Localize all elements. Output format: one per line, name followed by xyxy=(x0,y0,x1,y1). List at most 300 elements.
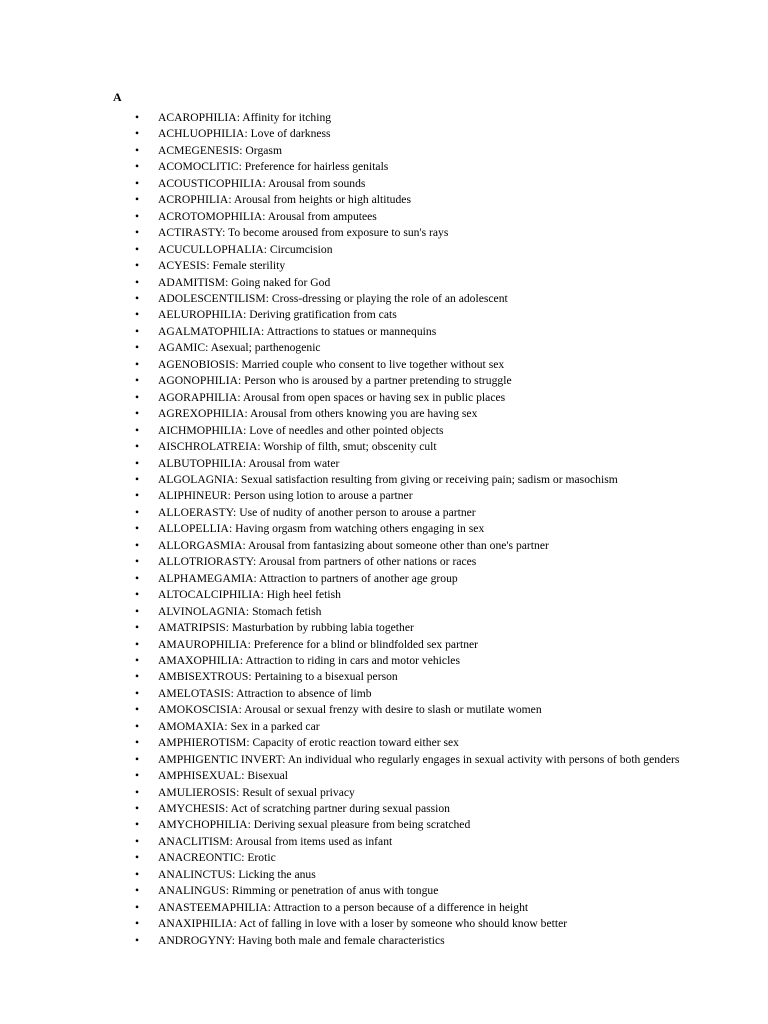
bullet-icon: • xyxy=(135,604,140,618)
bullet-icon: • xyxy=(135,555,140,569)
bullet-icon: • xyxy=(135,719,140,733)
glossary-definition: Masturbation by rubbing labia together xyxy=(231,621,414,635)
bullet-icon: • xyxy=(135,653,140,667)
glossary-entry xyxy=(113,538,713,554)
glossary-definition: Having orgasm from watching others engaging in sex xyxy=(235,522,485,536)
bullet-icon: • xyxy=(135,341,140,355)
glossary-term: ALTOCALCIPHILIA xyxy=(158,588,261,602)
glossary-definition: Worship of filth, smut; obscenity cult xyxy=(263,440,437,454)
bullet-icon: • xyxy=(135,933,140,947)
glossary-term: ACAROPHILIA xyxy=(158,111,237,124)
glossary-entry-text xyxy=(158,703,542,716)
glossary-separator: : xyxy=(224,719,231,733)
section-heading-a: A xyxy=(113,90,122,104)
bullet-icon: • xyxy=(135,802,140,816)
glossary-separator: : xyxy=(236,111,243,124)
glossary-term: ACROPHILIA xyxy=(158,193,229,207)
bullet-icon: • xyxy=(135,160,140,174)
glossary-separator: : xyxy=(225,275,232,289)
glossary-term: ALLORGASMIA xyxy=(158,538,243,552)
glossary-entry xyxy=(113,785,713,801)
glossary-separator: : xyxy=(228,193,234,207)
glossary-entry-text xyxy=(158,243,333,256)
glossary-entry-text xyxy=(158,934,445,947)
glossary-term: ACUCULLOPHALIA xyxy=(158,242,264,256)
bullet-icon: • xyxy=(135,259,140,273)
glossary-entry xyxy=(113,439,713,455)
glossary-definition: Cross-dressing or playing the role of an adolescent xyxy=(271,291,508,305)
glossary-entry xyxy=(113,176,713,192)
glossary-term: AMAUROPHILIA xyxy=(158,637,248,651)
glossary-separator: : xyxy=(253,571,259,585)
glossary-definition: Deriving sexual pleasure from being scratched xyxy=(253,818,471,832)
glossary-definition: An individual who regularly engages in sexual activity with persons of both genders xyxy=(287,752,680,766)
glossary-term: AMOMAXIA xyxy=(158,719,225,733)
glossary-entry-text xyxy=(158,835,392,848)
bullet-icon: • xyxy=(135,670,140,684)
glossary-term: ACOUSTICOPHILIA xyxy=(158,176,263,190)
glossary-separator: : xyxy=(241,851,248,865)
glossary-entry xyxy=(113,110,713,126)
glossary-definition: Erotic xyxy=(247,851,276,865)
glossary-entry-text xyxy=(158,720,320,733)
glossary-entry xyxy=(113,456,713,472)
glossary-definition: Bisexual xyxy=(247,769,288,783)
glossary-entry xyxy=(113,373,713,389)
glossary-entry-text xyxy=(158,325,436,338)
bullet-icon: • xyxy=(135,505,140,519)
glossary-entry-text xyxy=(158,276,330,289)
glossary-term: AMYCHOPHILIA xyxy=(158,818,248,832)
glossary-definition: Arousal from heights or high altitudes xyxy=(233,193,411,207)
glossary-separator: : xyxy=(228,522,236,536)
glossary-separator: : xyxy=(238,160,245,174)
glossary-entry-text xyxy=(158,851,276,864)
glossary-separator: : xyxy=(225,802,231,816)
bullet-icon: • xyxy=(135,785,140,799)
glossary-definition: Arousal from water xyxy=(248,456,340,470)
bullet-icon: • xyxy=(135,275,140,289)
bullet-icon: • xyxy=(135,571,140,585)
glossary-separator: : xyxy=(227,489,234,503)
glossary-definition: Asexual; parthenogenic xyxy=(210,341,321,355)
glossary-separator: : xyxy=(282,752,288,766)
glossary-definition: Arousal from fantasizing about someone other than one's partner xyxy=(248,538,549,552)
glossary-separator: : xyxy=(229,834,236,848)
glossary-entry-text xyxy=(158,341,321,354)
bullet-icon: • xyxy=(135,621,140,635)
glossary-separator: : xyxy=(253,555,259,569)
glossary-definition: Arousal from others knowing you are having sex xyxy=(249,407,478,421)
glossary-entry-text xyxy=(158,358,504,371)
glossary-entry xyxy=(113,126,713,142)
glossary-definition: Going naked for God xyxy=(231,275,331,289)
glossary-definition: Love of needles and other pointed objects xyxy=(249,423,444,437)
glossary-entry-text xyxy=(158,868,316,881)
glossary-entry xyxy=(113,653,713,669)
glossary-definition: High heel fetish xyxy=(266,588,341,602)
glossary-definition: Person who is aroused by a partner pretending to struggle xyxy=(244,374,512,388)
glossary-entry xyxy=(113,423,713,439)
glossary-entry xyxy=(113,192,713,208)
glossary-definition: Having both male and female characteristics xyxy=(237,933,445,947)
glossary-entry xyxy=(113,916,713,932)
glossary-term: ACTIRASTY xyxy=(158,226,223,240)
glossary-term: AMPHIGENTIC INVERT xyxy=(158,752,283,766)
glossary-entry-text xyxy=(158,127,331,140)
glossary-definition: Act of scratching partner during sexual passion xyxy=(230,802,450,816)
glossary-term: AMPHISEXUAL xyxy=(158,769,242,783)
glossary-entry-text xyxy=(158,605,321,618)
glossary-entry-text xyxy=(158,917,567,930)
glossary-list xyxy=(113,110,713,949)
glossary-definition: Arousal from partners of other nations or races xyxy=(258,555,477,569)
bullet-icon: • xyxy=(135,538,140,552)
bullet-icon: • xyxy=(135,291,140,305)
glossary-separator: : xyxy=(262,176,268,190)
glossary-entry xyxy=(113,390,713,406)
glossary-term: ALGOLAGNIA xyxy=(158,472,235,486)
glossary-separator: : xyxy=(225,884,232,898)
glossary-entry xyxy=(113,669,713,685)
glossary-term: ANALINCTUS xyxy=(158,867,233,881)
glossary-term: AMULIEROSIS xyxy=(158,785,237,799)
glossary-term: ALBUTOPHILIA xyxy=(158,456,243,470)
glossary-separator: : xyxy=(257,440,264,454)
glossary-entry-text xyxy=(158,424,444,437)
glossary-entry xyxy=(113,225,713,241)
glossary-term: AMYCHESIS xyxy=(158,802,226,816)
glossary-entry xyxy=(113,406,713,422)
glossary-term: AMELOTASIS xyxy=(158,686,231,700)
glossary-separator: : xyxy=(236,785,243,799)
bullet-icon: • xyxy=(135,308,140,322)
bullet-icon: • xyxy=(135,834,140,848)
glossary-separator: : xyxy=(247,818,254,832)
bullet-icon: • xyxy=(135,900,140,914)
glossary-entry-text xyxy=(158,374,512,387)
glossary-entry xyxy=(113,801,713,817)
glossary-separator: : xyxy=(241,769,248,783)
glossary-term: AICHMOPHILIA xyxy=(158,423,244,437)
bullet-icon: • xyxy=(135,390,140,404)
glossary-term: ACOMOCLITIC xyxy=(158,160,239,174)
glossary-term: AISCHROLATREIA xyxy=(158,440,258,454)
glossary-entry xyxy=(113,604,713,620)
glossary-separator: : xyxy=(225,621,232,635)
glossary-entry xyxy=(113,143,713,159)
bullet-icon: • xyxy=(135,489,140,503)
glossary-entry xyxy=(113,258,713,274)
glossary-definition: Affinity for itching xyxy=(242,111,332,124)
glossary-entry xyxy=(113,340,713,356)
bullet-icon: • xyxy=(135,143,140,157)
glossary-entry-text xyxy=(158,407,477,420)
glossary-term: AMATRIPSIS xyxy=(158,621,226,635)
bullet-icon: • xyxy=(135,209,140,223)
glossary-entry-text xyxy=(158,292,508,305)
glossary-term: AELUROPHILIA xyxy=(158,308,244,322)
glossary-term: ANASTEEMAPHILIA xyxy=(158,900,268,914)
glossary-separator: : xyxy=(235,357,242,371)
glossary-definition: Deriving gratification from cats xyxy=(249,308,397,322)
glossary-term: AMPHIEROTISM xyxy=(158,736,247,750)
glossary-entry-text xyxy=(158,818,470,831)
glossary-entry-text xyxy=(158,506,476,519)
glossary-entry-text xyxy=(158,226,448,239)
glossary-entry-text xyxy=(158,736,459,749)
bullet-icon: • xyxy=(135,686,140,700)
glossary-term: ALVINOLAGNIA xyxy=(158,604,246,618)
glossary-entry-text xyxy=(158,555,476,568)
glossary-term: ADOLESCENTILISM xyxy=(158,291,266,305)
glossary-separator: : xyxy=(246,736,253,750)
glossary-definition: Arousal from sounds xyxy=(268,176,366,190)
glossary-entry-text xyxy=(158,753,679,766)
glossary-entry xyxy=(113,554,713,570)
glossary-entry-text xyxy=(158,670,398,683)
glossary-separator: : xyxy=(233,917,239,931)
glossary-term: ALPHAMEGAMIA xyxy=(158,571,254,585)
glossary-separator: : xyxy=(244,407,250,421)
glossary-term: AGENOBIOSIS xyxy=(158,357,236,371)
glossary-definition: Attraction to riding in cars and motor vehicles xyxy=(245,653,460,667)
glossary-entry xyxy=(113,291,713,307)
glossary-entry-text xyxy=(158,473,618,486)
glossary-separator: : xyxy=(267,900,274,914)
glossary-entry-text xyxy=(158,177,365,190)
glossary-definition: Orgasm xyxy=(245,143,282,157)
bullet-icon: • xyxy=(135,884,140,898)
glossary-entry-text xyxy=(158,884,438,897)
bullet-icon: • xyxy=(135,637,140,651)
glossary-separator: : xyxy=(233,505,240,519)
glossary-entry xyxy=(113,307,713,323)
glossary-definition: Love of darkness xyxy=(250,127,331,141)
glossary-definition: Circumcision xyxy=(269,242,333,256)
glossary-definition: Person using lotion to arouse a partner xyxy=(233,489,413,503)
glossary-entry-text xyxy=(158,901,528,914)
glossary-entry xyxy=(113,686,713,702)
glossary-entry xyxy=(113,587,713,603)
bullet-icon: • xyxy=(135,440,140,454)
bullet-icon: • xyxy=(135,407,140,421)
glossary-separator: : xyxy=(247,637,254,651)
glossary-entry-text xyxy=(158,588,341,601)
glossary-term: AMAXOPHILIA xyxy=(158,653,240,667)
glossary-entry-text xyxy=(158,111,331,124)
glossary-entry xyxy=(113,242,713,258)
bullet-icon: • xyxy=(135,193,140,207)
bullet-icon: • xyxy=(135,176,140,190)
glossary-entry xyxy=(113,571,713,587)
bullet-icon: • xyxy=(135,917,140,931)
glossary-separator: : xyxy=(263,242,270,256)
glossary-definition: Married couple who consent to live together without sex xyxy=(241,357,505,371)
glossary-entry xyxy=(113,159,713,175)
glossary-entry-text xyxy=(158,160,388,173)
glossary-definition: Stomach fetish xyxy=(252,604,322,618)
glossary-term: AGALMATOPHILIA xyxy=(158,324,261,338)
bullet-icon: • xyxy=(135,736,140,750)
glossary-entry xyxy=(113,637,713,653)
glossary-separator: : xyxy=(239,143,246,157)
glossary-definition: Arousal or sexual frenzy with desire to slash or mutilate women xyxy=(244,703,542,717)
glossary-entry xyxy=(113,505,713,521)
glossary-definition: Sexual satisfaction resulting from giving or receiving pain; sadism or masochism xyxy=(240,472,618,486)
glossary-separator: : xyxy=(232,867,239,881)
glossary-separator: : xyxy=(230,686,237,700)
bullet-icon: • xyxy=(135,818,140,832)
glossary-separator: : xyxy=(243,308,250,322)
glossary-entry xyxy=(113,883,713,899)
glossary-definition: Preference for a blind or blindfolded sex partner xyxy=(253,637,479,651)
glossary-definition: Attraction to absence of limb xyxy=(236,686,372,700)
bullet-icon: • xyxy=(135,867,140,881)
glossary-definition: Female sterility xyxy=(212,259,286,273)
glossary-entry-text xyxy=(158,489,413,502)
glossary-definition: Preference for hairless genitals xyxy=(244,160,389,174)
glossary-entry xyxy=(113,620,713,636)
bullet-icon: • xyxy=(135,226,140,240)
glossary-entry-text xyxy=(158,193,411,206)
glossary-entry-text xyxy=(158,654,460,667)
glossary-separator: : xyxy=(231,933,238,947)
glossary-separator: : xyxy=(244,127,251,141)
glossary-entry xyxy=(113,768,713,784)
glossary-entry-text xyxy=(158,786,355,799)
glossary-term: ACMEGENESIS xyxy=(158,143,240,157)
bullet-icon: • xyxy=(135,111,140,124)
glossary-definition: To become aroused from exposure to sun's rays xyxy=(228,226,449,240)
bullet-icon: • xyxy=(135,752,140,766)
glossary-definition: Attraction to a person because of a difference in height xyxy=(273,900,529,914)
glossary-separator: : xyxy=(265,291,272,305)
glossary-separator: : xyxy=(260,588,267,602)
bullet-icon: • xyxy=(135,472,140,486)
bullet-icon: • xyxy=(135,703,140,717)
glossary-term: ANAXIPHILIA xyxy=(158,917,234,931)
glossary-separator: : xyxy=(206,259,213,273)
glossary-separator: : xyxy=(242,456,249,470)
glossary-entry-text xyxy=(158,457,339,470)
glossary-separator: : xyxy=(237,390,243,404)
glossary-definition: Licking the anus xyxy=(238,867,316,881)
glossary-separator: : xyxy=(242,538,248,552)
glossary-separator: : xyxy=(262,209,268,223)
glossary-definition: Arousal from items used as infant xyxy=(235,834,393,848)
glossary-term: ALIPHINEUR xyxy=(158,489,228,503)
glossary-definition: Pertaining to a bisexual person xyxy=(254,670,398,684)
bullet-icon: • xyxy=(135,456,140,470)
glossary-entry-text xyxy=(158,144,282,157)
glossary-entry-text xyxy=(158,802,450,815)
glossary-term: ADAMITISM xyxy=(158,275,226,289)
bullet-icon: • xyxy=(135,374,140,388)
bullet-icon: • xyxy=(135,324,140,338)
glossary-term: ALLOPELLIA xyxy=(158,522,229,536)
glossary-entry-text xyxy=(158,391,505,404)
glossary-entry xyxy=(113,867,713,883)
glossary-term: AMBISEXTROUS xyxy=(158,670,249,684)
glossary-term: ALLOERASTY xyxy=(158,505,234,519)
glossary-separator: : xyxy=(243,423,250,437)
glossary-entry xyxy=(113,702,713,718)
glossary-separator: : xyxy=(248,670,255,684)
glossary-entry xyxy=(113,472,713,488)
glossary-entry-text xyxy=(158,522,484,535)
glossary-term: ACYESIS xyxy=(158,259,207,273)
bullet-icon: • xyxy=(135,357,140,371)
glossary-term: AMOKOSCISIA xyxy=(158,703,239,717)
bullet-icon: • xyxy=(135,127,140,141)
glossary-term: ALLOTRIORASTY xyxy=(158,555,254,569)
glossary-definition: Rimming or penetration of anus with tongue xyxy=(231,884,439,898)
glossary-entry xyxy=(113,488,713,504)
glossary-separator: : xyxy=(234,472,241,486)
glossary-term: ANDROGYNY xyxy=(158,933,232,947)
glossary-term: AGREXOPHILIA xyxy=(158,407,245,421)
bullet-icon: • xyxy=(135,588,140,602)
glossary-entry xyxy=(113,719,713,735)
glossary-definition: Act of falling in love with a loser by someone who should know better xyxy=(238,917,568,931)
glossary-entry-text xyxy=(158,572,458,585)
glossary-entry xyxy=(113,834,713,850)
glossary-definition: Arousal from amputees xyxy=(267,209,377,223)
glossary-definition: Use of nudity of another person to arouse a partner xyxy=(239,505,476,519)
bullet-icon: • xyxy=(135,769,140,783)
glossary-separator: : xyxy=(260,324,267,338)
glossary-definition: Arousal from open spaces or having sex in public places xyxy=(242,390,506,404)
glossary-entry xyxy=(113,209,713,225)
glossary-entry-text xyxy=(158,440,437,453)
glossary-term: ANALINGUS xyxy=(158,884,226,898)
glossary-definition: Result of sexual privacy xyxy=(242,785,355,799)
glossary-entry xyxy=(113,324,713,340)
glossary-entry xyxy=(113,735,713,751)
glossary-entry-text xyxy=(158,539,549,552)
glossary-separator: : xyxy=(222,226,229,240)
bullet-icon: • xyxy=(135,242,140,256)
glossary-entry-text xyxy=(158,308,397,321)
glossary-entry-text xyxy=(158,687,372,700)
glossary-entry xyxy=(113,850,713,866)
bullet-icon: • xyxy=(135,423,140,437)
glossary-entry xyxy=(113,900,713,916)
glossary-term: AGAMIC xyxy=(158,341,206,355)
bullet-icon: • xyxy=(135,851,140,865)
bullet-icon: • xyxy=(135,522,140,536)
glossary-separator: : xyxy=(237,374,245,388)
glossary-separator: : xyxy=(245,604,253,618)
glossary-entry xyxy=(113,357,713,373)
glossary-entry-text xyxy=(158,638,478,651)
glossary-separator: : xyxy=(238,703,245,717)
glossary-term: AGORAPHILIA xyxy=(158,390,238,404)
glossary-definition: Sex in a parked car xyxy=(230,719,320,733)
glossary-definition: Capacity of erotic reaction toward either sex xyxy=(252,736,459,750)
glossary-separator: : xyxy=(205,341,211,355)
glossary-term: ACHLUOPHILIA xyxy=(158,127,245,141)
glossary-term: ACROTOMOPHILIA xyxy=(158,209,263,223)
glossary-entry-text xyxy=(158,769,288,782)
glossary-entry xyxy=(113,933,713,949)
glossary-definition: Attraction to partners of another age group xyxy=(258,571,458,585)
glossary-separator: : xyxy=(239,653,246,667)
glossary-definition: Attractions to statues or mannequins xyxy=(266,324,437,338)
glossary-entry xyxy=(113,521,713,537)
glossary-entry-text xyxy=(158,621,414,634)
